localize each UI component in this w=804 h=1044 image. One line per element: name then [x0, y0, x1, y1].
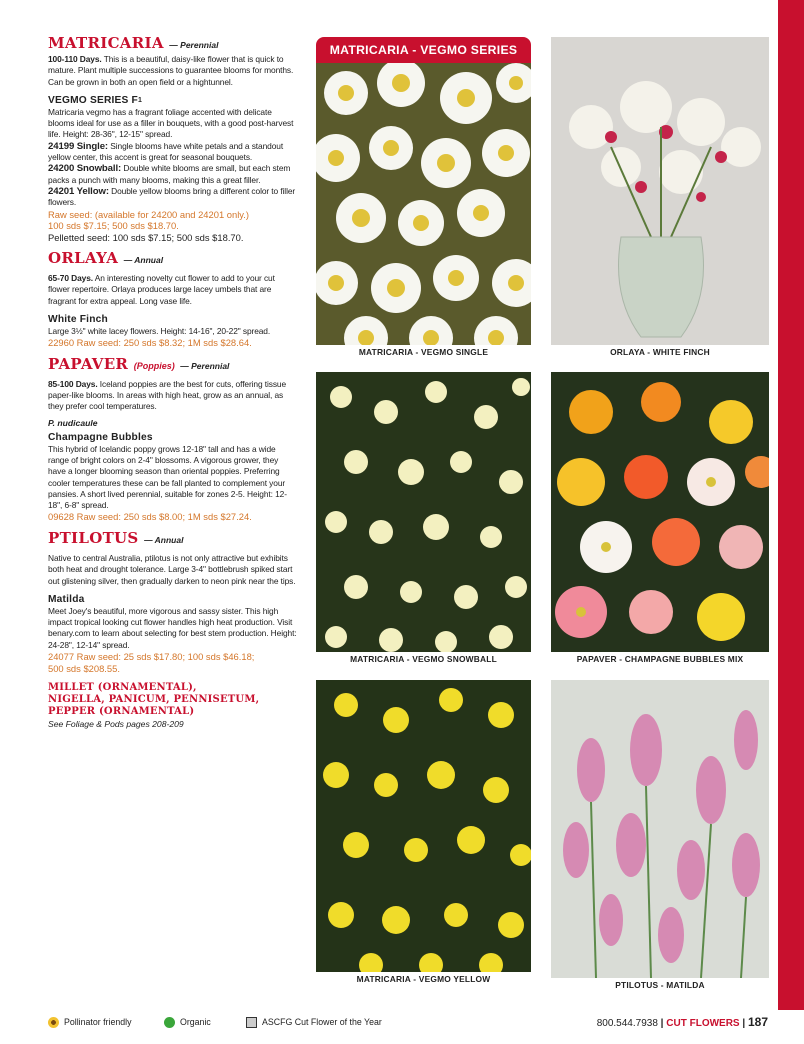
- matricaria-price-raw: Raw seed: (available for 24200 and 24201 only.): [48, 208, 249, 220]
- caption-ptilotus: PTILOTUS - MATILDA: [551, 978, 769, 992]
- papaver-variety: Champagne Bubbles: [48, 431, 153, 443]
- papaver-intro: 85-100 Days. Iceland poppies are the best for cuts, offering tissue paper-like blooms. In areas with high heat, grow as an annual, as they prefer cool temperatures.: [48, 378, 287, 412]
- daisy-flowers-image: [316, 63, 531, 345]
- page-edge-bar: [778, 0, 804, 1010]
- ptilotus-price-cont: 500 sds $208.55.: [48, 662, 120, 674]
- matricaria-heading: MATRICARIA — Perennial: [48, 34, 219, 52]
- ptilotus-price: 24077 Raw seed: 25 sds $17.80; 100 sds $46.18;: [48, 651, 255, 662]
- poppy-flowers-image: [551, 372, 769, 652]
- yellow-flowers-image: [316, 680, 531, 972]
- caption-matricaria-yellow: MATRICARIA - VEGMO YELLOW: [316, 972, 531, 986]
- vegmo-series-heading: VEGMO SERIES $F^1$: [48, 94, 143, 106]
- other-crops-list: MILLET (ORNAMENTAL), NIGELLA, PANICUM, PENNISETUM, PEPPER (ORNAMENTAL): [48, 682, 260, 718]
- organic-icon: [164, 1017, 175, 1028]
- orlaya-price: 22960 Raw seed: 250 sds $8.32; 1M sds $28.64.: [48, 337, 252, 349]
- photo-matricaria-snowball: [316, 372, 531, 666]
- photo-matricaria-yellow: [316, 680, 531, 986]
- page-footer: [48, 1013, 768, 1031]
- orlaya-vase-image: [551, 37, 769, 345]
- ptilotus-heading: PTILOTUS — Annual: [48, 528, 184, 547]
- see-pages-note: See Foliage & Pods pages 208-209: [48, 718, 184, 729]
- ptilotus-desc: Meet Joey's beautiful, more vigorous and sassy sister. This high impact tropical looking cut flower handles high heat production. Visit benary.com to learn about selecting for best stem production. Height: 24-28", 12-14" spread.: [48, 605, 297, 650]
- section-name: CUT FLOWERS: [666, 1018, 740, 1029]
- variety-snowball: 24200 Snowball: Double white blooms are small, but each stem packs a punch with many blooms, making this a great filler.: [48, 163, 291, 185]
- papaver-desc: This hybrid of Icelandic poppy grows 12-18" tall and has a wide range of bright colors on 2-4" blossoms. A vigorous grower, they have a longer blooming season than oriental poppies. Preferring cooler temperatures these can be fall planted to complement your pansies. A short lived perennial, suitable for zones 2-5. Height: 12-18", 6-8" spread.: [48, 443, 287, 511]
- footer-page-info: 800.544.7938 | CUT FLOWERS | 187: [596, 1015, 768, 1029]
- variety-single: 24199 Single: Single blooms have white petals and a standout yellow center, this accent is great for seasonal bouquets.: [48, 140, 284, 163]
- orlaya-intro: 65-70 Days. An interesting novelty cut flower to add to your cut flower repertoire. Orlaya produces large lacey umbels that are fragrant for extra appeal. Long vase life.: [48, 273, 275, 306]
- photo-orlaya: [551, 37, 769, 359]
- orlaya-variety: White Finch: [48, 313, 108, 325]
- photo-ptilotus: [551, 680, 769, 992]
- caption-orlaya: ORLAYA - WHITE FINCH: [551, 345, 769, 359]
- vegmo-series-desc: Matricaria vegmo has a fragrant foliage accented with delicate blooms ideal for use as a filler in bouquets, with a good post-harvest life. Height: 28-36", 12-15" spread.: [48, 106, 294, 140]
- photo-matricaria-single: [316, 63, 531, 359]
- orlaya-heading: ORLAYA — Annual: [48, 249, 164, 268]
- caption-matricaria-snowball: MATRICARIA - VEGMO SNOWBALL: [316, 652, 531, 666]
- papaver-species: P. nudicaule: [48, 417, 98, 428]
- papaver-heading: PAPAVER (Poppies) — Perennial: [48, 354, 230, 373]
- pollinator-icon: [48, 1017, 59, 1028]
- ascfg-award-icon: [246, 1017, 257, 1028]
- legend-ascfg: ASCFG Cut Flower of the Year: [246, 1013, 382, 1031]
- photo-papaver: [551, 372, 769, 666]
- snowball-flowers-image: [316, 372, 531, 652]
- orlaya-desc: Large 3½" white lacey flowers. Height: 14-16", 20-22" spread.: [48, 325, 271, 336]
- page-number: 187: [747, 1015, 768, 1029]
- ptilotus-variety: Matilda: [48, 593, 85, 605]
- ptilotus-intro: Native to central Australia, ptilotus is not only attractive but exhibits both heat and drought tolerance. Large 3-4" bottlebrush spiked start out glistening silver, then gradually darken to neon pink near the tips.: [48, 552, 296, 586]
- caption-matricaria-single: MATRICARIA - VEGMO SINGLE: [316, 345, 531, 359]
- caption-papaver: PAPAVER - CHAMPAGNE BUBBLES MIX: [551, 652, 769, 666]
- ptilotus-spikes-image: [551, 680, 769, 978]
- matricaria-price-pelleted: Pelletted seed: 100 sds $7.15; 500 sds $18.70.: [48, 231, 244, 243]
- legend-pollinator: Pollinator friendly: [48, 1013, 131, 1031]
- matricaria-price-raw-values: 100 sds $7.15; 500 sds $18.70.: [48, 220, 179, 232]
- phone-number: 800.544.7938: [596, 1018, 658, 1029]
- papaver-price: 09628 Raw seed: 250 sds $8.00; 1M sds $27.24.: [48, 511, 252, 523]
- matricaria-intro: 100-110 Days. This is a beautiful, daisy-like flower that is quick to mature. Plant multiple successions to guarantee blooms for months. Can be grown in both an open field or a hightunnel.: [48, 54, 294, 87]
- vegmo-series-banner: MATRICARIA - VEGMO SERIES: [316, 37, 531, 63]
- legend-organic: Organic: [164, 1013, 211, 1031]
- variety-yellow: 24201 Yellow: Double yellow blooms bring a different color to filler flowers.: [48, 185, 296, 208]
- text-column: [48, 34, 298, 730]
